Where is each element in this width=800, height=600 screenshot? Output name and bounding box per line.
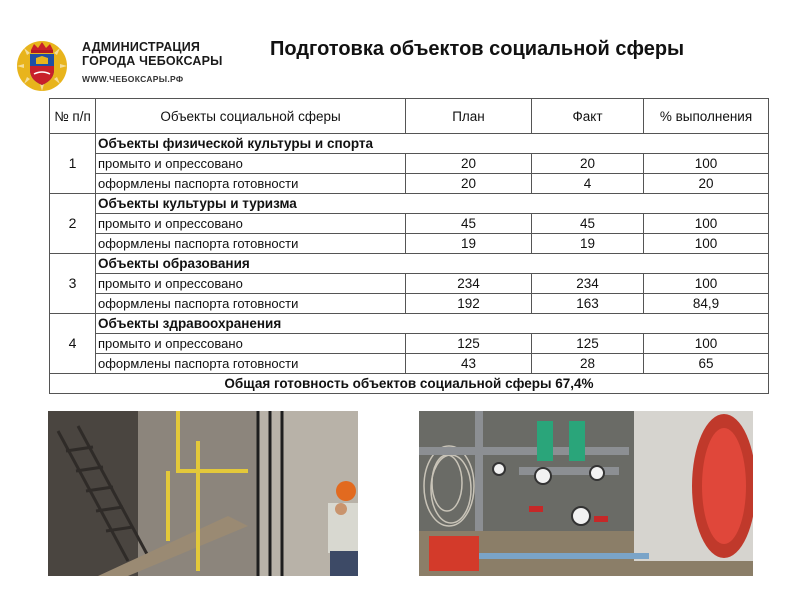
column-header-fact: Факт [532,99,644,134]
row-label: промыто и опрессовано [96,274,406,294]
table-row [50,234,769,254]
column-header-objects: Объекты социальной сферы [96,99,406,134]
group-category: Объекты здравоохранения [96,314,769,334]
plan-value: 192 [406,294,532,314]
plan-value: 20 [406,174,532,194]
row-label: оформлены паспорта готовности [96,174,406,194]
social-objects-table [49,98,769,394]
fact-value: 4 [532,174,644,194]
plan-value: 19 [406,234,532,254]
row-label: оформлены паспорта готовности [96,354,406,374]
group-category: Объекты физической культуры и спорта [96,134,769,154]
table-header-row [50,99,769,134]
org-website: WWW.ЧЕБОКСАРЫ.РФ [82,74,184,84]
organization-name [82,40,223,84]
row-label: промыто и опрессовано [96,154,406,174]
fact-value: 45 [532,214,644,234]
photo-stairwell-pipework [48,411,358,576]
group-number: 3 [50,254,96,314]
plan-value: 43 [406,354,532,374]
table-row [50,174,769,194]
fact-value: 28 [532,354,644,374]
table-row [50,194,769,214]
row-label: промыто и опрессовано [96,214,406,234]
fact-value: 125 [532,334,644,354]
percent-value: 100 [644,274,769,294]
row-label: оформлены паспорта готовности [96,234,406,254]
table-row [50,254,769,274]
table-row [50,154,769,174]
slide-header [0,0,800,100]
fact-value: 19 [532,234,644,254]
table-total-row [50,374,769,394]
group-category: Объекты культуры и туризма [96,194,769,214]
org-name-line1: АДМИНИСТРАЦИЯ [82,40,201,54]
stairwell-illustration [48,411,358,576]
boiler-room-illustration [419,411,753,576]
table-row [50,354,769,374]
table-row [50,134,769,154]
total-readiness: Общая готовность объектов социальной сферы 67,4% [50,374,769,394]
column-header-plan: План [406,99,532,134]
row-label: промыто и опрессовано [96,334,406,354]
group-number: 1 [50,134,96,194]
plan-value: 20 [406,154,532,174]
table-row [50,314,769,334]
percent-value: 100 [644,214,769,234]
fact-value: 163 [532,294,644,314]
table-row [50,334,769,354]
fact-value: 20 [532,154,644,174]
group-category: Объекты образования [96,254,769,274]
group-number: 2 [50,194,96,254]
page-title: Подготовка объектов социальной сферы [270,38,685,60]
plan-value: 45 [406,214,532,234]
percent-value: 100 [644,234,769,254]
percent-value: 65 [644,354,769,374]
row-label: оформлены паспорта готовности [96,294,406,314]
table-row [50,214,769,234]
percent-value: 20 [644,174,769,194]
percent-value: 84,9 [644,294,769,314]
percent-value: 100 [644,154,769,174]
fact-value: 234 [532,274,644,294]
org-name-line2: ГОРОДА ЧЕБОКСАРЫ [82,54,223,68]
table-row [50,294,769,314]
table-row [50,274,769,294]
plan-value: 125 [406,334,532,354]
photo-boiler-room-pumps [419,411,753,576]
column-header-percent: % выполнения [644,99,769,134]
city-coat-of-arms-logo [14,36,70,92]
column-header-num: № п/п [50,99,96,134]
plan-value: 234 [406,274,532,294]
percent-value: 100 [644,334,769,354]
group-number: 4 [50,314,96,374]
